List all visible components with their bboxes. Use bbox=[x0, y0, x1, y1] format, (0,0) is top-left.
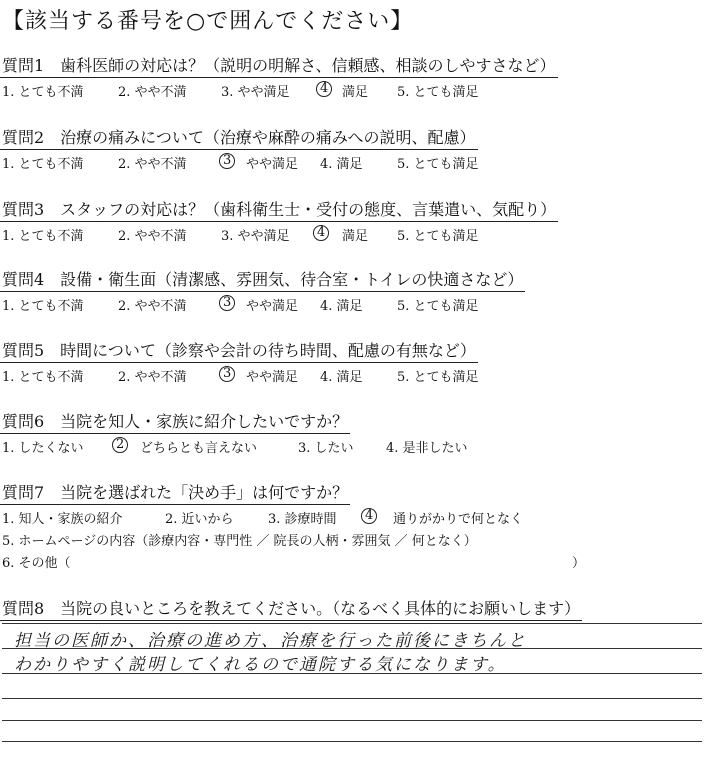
option-4[interactable]: 4. 満足 bbox=[320, 157, 363, 172]
question-7-options-row1 bbox=[0, 505, 707, 527]
option-5[interactable]: 5. とても満足 bbox=[397, 299, 479, 314]
selected-circle: 4 bbox=[313, 225, 329, 241]
selected-circle: 2 bbox=[112, 437, 128, 453]
option-6[interactable]: 6. その他（ bbox=[2, 556, 71, 571]
question-1-title: 質問1 歯科医師の対応は？（説明の明解さ、信頼感、相談のしやすさなど） bbox=[0, 56, 558, 78]
option-3-selected[interactable] bbox=[219, 153, 235, 169]
option-5[interactable]: 5. ホームページの内容（診療内容・専門性 ／ 院長の人柄・雰囲気 ／ 何となく） bbox=[2, 534, 477, 549]
question-3-title: 質問3 スタッフの対応は？（歯科衛生士・受付の態度、言葉遣い、気配り） bbox=[0, 200, 558, 222]
answer-line bbox=[2, 673, 702, 674]
option-1[interactable]: 1. とても不満 bbox=[2, 229, 84, 244]
option-4-selected[interactable] bbox=[316, 81, 332, 97]
option-3[interactable]: 3. やや満足 bbox=[221, 85, 290, 100]
question-4 bbox=[0, 270, 707, 314]
answer-line bbox=[2, 698, 702, 699]
question-2-options bbox=[0, 150, 707, 172]
form-title: 【該当する番号を○で囲んでください】 bbox=[2, 9, 414, 34]
option-1[interactable]: 1. とても不満 bbox=[2, 370, 84, 385]
question-7-options-row2 bbox=[0, 527, 707, 549]
option-1[interactable]: 1. とても不満 bbox=[2, 85, 84, 100]
option-2[interactable]: 2. やや不満 bbox=[118, 85, 187, 100]
option-3-selected[interactable] bbox=[219, 366, 235, 382]
question-5 bbox=[0, 341, 707, 385]
question-5-title: 質問5 時間について（診察や会計の待ち時間、配慮の有無など） bbox=[0, 341, 478, 363]
option-4-label: 満足 bbox=[342, 229, 369, 244]
answer-line bbox=[2, 741, 702, 742]
question-7-options-row3 bbox=[0, 549, 707, 571]
option-2-label: どちらとも言えない bbox=[140, 441, 258, 456]
option-5[interactable]: 5. とても満足 bbox=[397, 85, 479, 100]
answer-line bbox=[2, 648, 702, 649]
option-4[interactable]: 4. 是非したい bbox=[386, 441, 468, 456]
question-1-options bbox=[0, 78, 707, 100]
option-3-label: やや満足 bbox=[246, 299, 299, 314]
question-1 bbox=[0, 56, 707, 100]
selected-circle: 3 bbox=[219, 295, 235, 311]
option-5[interactable]: 5. とても満足 bbox=[397, 370, 479, 385]
option-3-selected[interactable] bbox=[219, 295, 235, 311]
question-3 bbox=[0, 200, 707, 244]
question-7-title: 質問7 当院を選ばれた「決め手」は何ですか？ bbox=[0, 483, 350, 505]
option-1[interactable]: 1. とても不満 bbox=[2, 157, 84, 172]
option-2-selected[interactable] bbox=[112, 437, 128, 453]
option-4-label: 満足 bbox=[342, 85, 369, 100]
question-6 bbox=[0, 412, 707, 456]
question-6-title: 質問6 当院を知人・家族に紹介したいですか？ bbox=[0, 412, 350, 434]
question-5-options bbox=[0, 363, 707, 385]
option-4-selected[interactable] bbox=[361, 508, 377, 524]
option-4[interactable]: 4. 満足 bbox=[320, 370, 363, 385]
option-1[interactable]: 1. とても不満 bbox=[2, 299, 84, 314]
option-2[interactable]: 2. やや不満 bbox=[118, 157, 187, 172]
option-3[interactable]: 3. やや満足 bbox=[221, 229, 290, 244]
question-8 bbox=[0, 599, 707, 621]
option-2[interactable]: 2. やや不満 bbox=[118, 229, 187, 244]
question-3-options bbox=[0, 222, 707, 244]
option-1[interactable]: 1. 知人・家族の紹介 bbox=[2, 512, 123, 527]
question-6-options bbox=[0, 434, 707, 456]
option-6-close-paren: ） bbox=[572, 556, 586, 571]
selected-circle: 4 bbox=[316, 81, 332, 97]
question-7 bbox=[0, 483, 707, 571]
question-2 bbox=[0, 128, 707, 172]
selected-circle: 3 bbox=[219, 366, 235, 382]
option-5[interactable]: 5. とても満足 bbox=[397, 229, 479, 244]
handwritten-answer-line-1[interactable]: 担当の医師か、治療の進め方、治療を行った前後にきちんと bbox=[14, 631, 527, 651]
answer-line bbox=[2, 720, 702, 721]
option-2[interactable]: 2. 近いから bbox=[165, 512, 234, 527]
option-5[interactable]: 5. とても満足 bbox=[397, 157, 479, 172]
option-4-label: 通りがかりで何となく bbox=[393, 512, 524, 527]
selected-circle: 4 bbox=[361, 508, 377, 524]
option-1[interactable]: 1. したくない bbox=[2, 441, 84, 456]
option-3-label: やや満足 bbox=[246, 370, 299, 385]
selected-circle: 3 bbox=[219, 153, 235, 169]
question-4-options bbox=[0, 292, 707, 314]
option-4[interactable]: 4. 満足 bbox=[320, 299, 363, 314]
option-3-label: やや満足 bbox=[246, 157, 299, 172]
answer-line bbox=[2, 623, 702, 624]
option-3[interactable]: 3. したい bbox=[298, 441, 354, 456]
question-8-title: 質問8 当院の良いところを教えてください。（なるべく具体的にお願いします） bbox=[0, 599, 582, 621]
option-3[interactable]: 3. 診療時間 bbox=[268, 512, 337, 527]
question-4-title: 質問4 設備・衛生面（清潔感、雰囲気、待合室・トイレの快適さなど） bbox=[0, 270, 525, 292]
option-4-selected[interactable] bbox=[313, 225, 329, 241]
question-2-title: 質問2 治療の痛みについて（治療や麻酔の痛みへの説明、配慮） bbox=[0, 128, 478, 150]
option-2[interactable]: 2. やや不満 bbox=[118, 370, 187, 385]
option-2[interactable]: 2. やや不満 bbox=[118, 299, 187, 314]
handwritten-answer-line-2[interactable]: わかりやすく説明してくれるので通院する気になります。 bbox=[14, 655, 507, 675]
